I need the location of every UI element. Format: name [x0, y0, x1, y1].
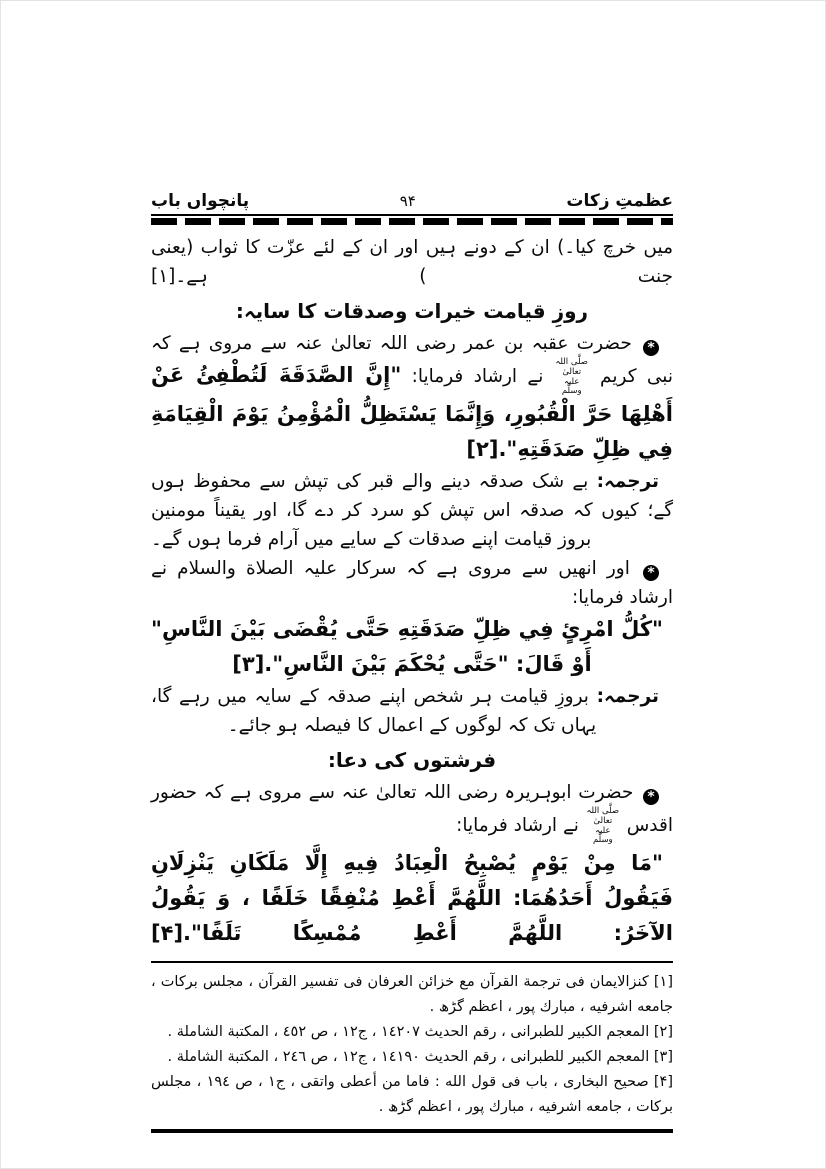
translation-1 — [151, 467, 673, 554]
text-segment: حضرت عقبہ بن عمر رضی اللہ تعالیٰ عنہ سے مروی ہے کہ نبی کریم — [151, 333, 674, 388]
hadith-arabic-3 — [151, 846, 673, 951]
ornament-icon: * — [643, 789, 659, 805]
ornament-icon: * — [643, 565, 659, 581]
text-segment: ترجمہ: — [596, 686, 659, 708]
section-heading-2 — [151, 740, 673, 778]
page-content — [151, 189, 673, 1133]
text-segment: بے شک صدقہ دینے والے قبر کی تپش سے محفوظ ہوں گے؛ کیوں کہ صدقہ اس تپش کو سرد کر دے گا، اور یقیناً مومنین بروز قیامت اپنے صدقات کے سایے میں آرام فرما ہوں گے۔ — [151, 471, 673, 551]
footnotes-list — [151, 970, 673, 1120]
header-chapter-title: پانچواں باب — [151, 191, 250, 211]
salawat-mark: صلَّی اللہ تعالیٰ علیہ وسلَّم — [555, 357, 588, 397]
hadith-intro-2 — [151, 554, 673, 612]
text-segment: نے ارشاد فرمایا: — [456, 815, 585, 837]
text-segment: "مَا مِنْ يَوْمٍ يُصْبِحُ الْعِبَادُ فِيهِ إِلَّا مَلَكَانِ يَنْزِلَانِ فَيَقُولُ أَحَدُهُمَا: اللَّهُمَّ أَعْطِ مُنْفِقًا خَلَفًا ، وَ يَقُولُ الآخَرُ: اللَّهُمَّ أَعْطِ مُمْسِكًا تَلَفًا".[۴] — [151, 851, 673, 946]
footnote-item: [۱] كنزالايمان فى ترجمة القرآن مع خزائن العرفان فى تفسير القرآن ، مجلس بركات ، جامعه اشرفيه ، مبارك پور ، اعظم گڑھ . — [151, 974, 673, 1016]
text-segment: فرشتوں کی دعا: — [327, 748, 497, 773]
text-segment: میں خرچ کیا۔) ان کے دونے ہیں اور ان کے لئے عزّت کا ثواب (یعنی جنت ) ہے۔[۱] — [151, 237, 673, 287]
section-heading-1 — [151, 291, 673, 329]
header-divider-thin — [151, 214, 673, 216]
text-segment: نے ارشاد فرمایا: — [401, 366, 554, 388]
footnote-item: [۲] المعجم الكبير للطبرانى ، رقم الحديث ١٤٢٠٧ ، ج١٢ ، ص ٤٥٢ ، المكتبة الشاملة . — [167, 1024, 673, 1041]
hadith-intro-1 — [151, 329, 673, 467]
ornament-icon: * — [643, 340, 659, 356]
footnotes-section — [151, 961, 673, 1120]
header-page-number: ۹۴ — [399, 192, 416, 210]
text-segment: بروزِ قیامت ہر شخص اپنے صدقہ کے سایہ میں رہے گا، یہاں تک کہ لوگوں کے اعمال کا فیصلہ ہو جائے۔ — [151, 686, 597, 737]
text-segment: ترجمہ: — [596, 471, 659, 493]
header-divider-dashed — [151, 218, 673, 225]
footnote-item: [۳] المعجم الكبير للطبرانى ، رقم الحديث ١٤١٩٠ ، ج١٢ ، ص ٢٤٦ ، المكتبة الشاملة . — [167, 1049, 673, 1066]
text-segment: "إِنَّ الصَّدَقَةَ لَتُطْفِئُ عَنْ أَهْلِهَا حَرَّ الْقُبُورِ، وَإِنَّمَا يَسْتَظِلُّ الْمُؤْمِنُ يَوْمَ الْقِيَامَةِ فِي ظِلِّ صَدَقَتِهِ".[۲] — [151, 363, 673, 462]
hadith-intro-3 — [151, 778, 673, 846]
body-blocks — [151, 225, 673, 951]
footnote-item: [۴] صحيح البخارى ، باب فى قول الله : فاما من أعطى واتقى ، ج١ ، ص ١٩٤ ، مجلس بركات ، جامعه اشرفيه ، مبارك پور ، اعظم گڑھ . — [151, 1074, 674, 1116]
text-segment: حضرت ابوہریرہ رضی اللہ تعالیٰ عنہ سے مروی ہے کہ حضور اقدس — [151, 782, 673, 837]
translation-2 — [151, 682, 673, 740]
text-segment: اور انھیں سے مروی ہے کہ سرکار علیہ الصلاة والسلام نے ارشاد فرمایا: — [151, 558, 673, 609]
bottom-rule — [151, 1129, 673, 1133]
page-header — [151, 189, 673, 213]
hadith-arabic-2 — [151, 612, 673, 682]
text-segment: روزِ قیامت خیرات وصدقات کا سایہ: — [235, 299, 589, 323]
header-book-title: عظمتِ زکات — [566, 191, 673, 211]
text-segment: "كُلُّ امْرِئٍ فِي ظِلِّ صَدَقَتِهِ حَتَّى يُقْضَى بَيْنَ النَّاسِ" أَوْ قَالَ: "حَتَّى يُحْكَمَ بَيْنَ النَّاسِ".[۳] — [151, 617, 663, 677]
salawat-mark: صلَّی اللہ تعالیٰ علیہ وسلَّم — [586, 806, 620, 846]
verse-continuation — [151, 233, 673, 291]
